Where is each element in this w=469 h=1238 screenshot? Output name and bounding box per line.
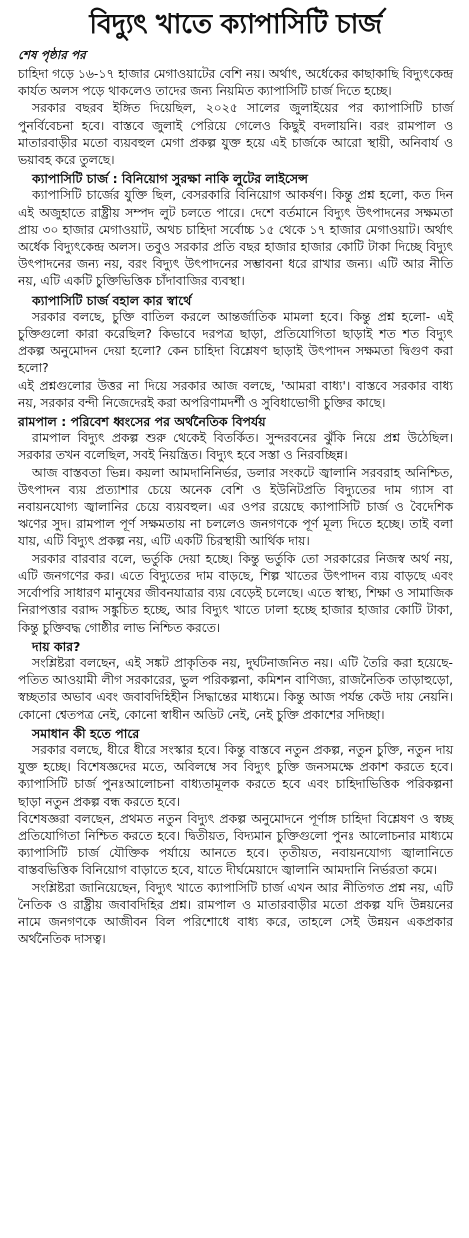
- section-heading-whose-interest: ক্যাপাসিটি চার্জ বহাল কার স্বার্থে: [32, 292, 192, 308]
- section-5-paragraph-3: সংশ্লিষ্টরা জানিয়েছেন, বিদ্যুৎ খাতে ক্যাপাসিটি চার্জ এখন আর নীতিগত প্রশ্ন নয়, এটি নৈতিক ও রাষ্ট্রীয় জবাবদিহির প্রশ্ন। রামপাল ও মাতারবাড়ীর মতো প্রকল্প যদি উন্নয়নের নামে জনগণকে আজীবন বিল পরিশোধে বাধ্য করে, তাহলে সেই উন্নয়ন একপ্রকার অর্থনৈতিক দাসত্ব।: [18, 880, 453, 947]
- section-3-paragraph-1: রামপাল বিদ্যুৎ প্রকল্প শুরু থেকেই বিতর্কিত। সুন্দরবনের ঝুঁকি নিয়ে প্রশ্ন উঠেছিল। সরকার তখন বলেছিল, সবই নিয়ন্ত্রিত। বিদ্যুৎ হবে সস্তা ও নিরবচ্ছিন্ন।: [18, 431, 453, 463]
- continued-label: শেষ পৃষ্ঠার পর: [18, 48, 86, 62]
- section-2-paragraph-1: সরকার বলছে, চুক্তি বাতিল করলে আন্তর্জাতিক মামলা হবে। কিন্তু প্রশ্ন হলো- এই চুক্তিগুলো কারা করেছিল? কিভাবে দরপত্র ছাড়া, প্রতিযোগিতা ছাড়াই শত শত বিদ্যুৎ প্রকল্প অনুমোদন দেয়া হলো? কেন চাহিদা বিশ্লেষণ ছাড়াই উৎপাদন সক্ষমতা দ্বিগুণ করা হলো?: [18, 309, 453, 376]
- intro-paragraph-1: চাহিদা গড়ে ১৬-১৭ হাজার মেগাওয়াটের বেশি নয়। অর্থাৎ, অর্ধেকের কাছাকাছি বিদ্যুৎকেন্দ্র কার্যত অলস পড়ে থাকলেও তাদের জন্য নিয়মিত ক্যাপাসিটি চার্জ দিতে হচ্ছে।: [18, 67, 453, 99]
- section-heading-rampal: রামপাল : পরিবেশ ধ্বংসের পর অর্থনৈতিক বিপর্যয়: [18, 414, 266, 430]
- section-2-paragraph-2: এই প্রশ্নগুলোর উত্তর না দিয়ে সরকার আজ বলছে, 'আমরা বাধ্য'। বাস্তবে সরকার বাধ্য নয়, সরকার বন্দী নিজেদেরই করা অপরিণামদর্শী ও সুবিধাভোগী চুক্তির কাছে।: [18, 378, 453, 410]
- headline: বিদ্যুৎ খাতে ক্যাপাসিটি চার্জ: [89, 9, 382, 40]
- section-heading-solution: সমাধান কী হতে পারে: [32, 725, 140, 741]
- section-heading-responsibility: দায় কার?: [32, 638, 81, 654]
- section-3-paragraph-2: আজ বাস্তবতা ভিন্ন। কয়লা আমদানিনির্ভর, ডলার সংকটে জ্বালানি সরবরাহ অনিশ্চিত, উৎপাদন ব্যয় প্রত্যাশার চেয়ে অনেক বেশি ও ইউনিটপ্রতি বিদ্যুতের দাম গ্যাস বা নবায়নযোগ্য জ্বালানির চেয়ে ব্যয়বহুল। এর ওপর রয়েছে ক্যাপাসিটি চার্জ ও বৈদেশিক ঋণের সুদ। রামপাল পূর্ণ সক্ষমতায় না চললেও জনগণকে পূর্ণ মূল্য দিতে হচ্ছে। তাই বলা যায়, এটি বিদ্যুৎ প্রকল্প নয়, এটি একটি চিরস্থায়ী আর্থিক দায়।: [18, 465, 453, 549]
- section-1-paragraph-1: ক্যাপাসিটি চার্জের যুক্তি ছিল, বেসরকারি বিনিয়োগ আকর্ষণ। কিন্তু প্রশ্ন হলো, কত দিন এই অজুহাতে রাষ্ট্রীয় সম্পদ লুট চলতে পারে। দেশে বর্তমানে বিদ্যুৎ উৎপাদনের সক্ষমতা প্রায় ৩০ হাজার মেগাওয়াট, অথচ চাহিদা সর্বোচ্চ ১৫ থেকে ১৭ হাজার মেগাওয়াট। অর্থাৎ অর্ধেক বিদ্যুৎকেন্দ্র অলস। তবুও সরকার প্রতি বছর হাজার হাজার কোটি টাকা দিচ্ছে বিদ্যুৎ উৎপাদনের জন্য নয়, বরং বিদ্যুৎ উৎপাদনের সম্ভাবনা ধরে রাখার জন্য। এটি আর নীতি নয়, এটি একটি চুক্তিভিত্তিক চাঁদাবাজির ব্যবস্থা।: [18, 188, 453, 289]
- section-4-paragraph-1: সংশ্লিষ্টরা বলছেন, এই সঙ্কট প্রাকৃতিক নয়, দুর্ঘটনাজনিত নয়। এটি তৈরি করা হয়েছে- পতিত আওয়ামী লীগ সরকারের, ভুল পরিকল্পনা, কমিশন বাণিজ্য, রাজনৈতিক তাড়াহুড়ো, স্বচ্ছতার অভাব এবং জবাবদিহিহীন সিদ্ধান্তের মাধ্যমে। কিন্তু আজ পর্যন্ত কেউ দায় নেয়নি। কোনো শ্বেতপত্র নেই, কোনো স্বাধীন অডিট নেই, নেই চুক্তি প্রকাশের সদিচ্ছা।: [18, 655, 453, 722]
- section-3-paragraph-3: সরকার বারবার বলে, ভর্তুকি দেয়া হচ্ছে। কিন্তু ভর্তুকি তো সরকারের নিজস্ব অর্থ নয়, এটি জনগণের কর। এতে বিদ্যুতের দাম বাড়ছে, শিল্প খাতের উৎপাদন ব্যয় বাড়ছে এবং সর্বোপরি সাধারণ মানুষের জীবনযাত্রার ব্যয় বেড়েই চলেছে। এতে স্বাস্থ্য, শিক্ষা ও সামাজিক নিরাপত্তার বরাদ্দ সঙ্কুচিত হচ্ছে, আর বিদ্যুৎ খাতে ঢালা হচ্ছে হাজার হাজার কোটি টাকা, কিন্তু চুক্তিবদ্ধ গোষ্ঠীর লাভ নিশ্চিত করতে।: [18, 551, 453, 635]
- section-5-paragraph-1: সরকার বলছে, ধীরে ধীরে সংস্কার হবে। কিন্তু বাস্তবে নতুন প্রকল্প, নতুন চুক্তি, নতুন দায় যুক্ত হচ্ছে। বিশেষজ্ঞদের মতে, অবিলম্বে সব বিদ্যুৎ চুক্তি জনসমক্ষে প্রকাশ করতে হবে। ক্যাপাসিটি চার্জ পুনঃআলোচনা বাধ্যতামূলক করতে হবে এবং চাহিদাভিত্তিক পরিকল্পনা ছাড়া নতুন প্রকল্প বন্ধ করতে হবে।: [18, 742, 453, 809]
- section-heading-capacity-charge: ক্যাপাসিটি চার্জ : বিনিয়োগ সুরক্ষা নাকি লুটের লাইসেন্স: [32, 171, 308, 187]
- intro-paragraph-2: সরকার বছরব ইঙ্গিত দিয়েছিল, ২০২৫ সালের জুলাইয়ের পর ক্যাপাসিটি চার্জ পুনর্বিবেচনা হবে। বাস্তবে জুলাই পেরিয়ে গেলেও কিছুই বদলায়নি। বরং রামপাল ও মাতারবাড়ীর মতো ব্যয়বহুল মেগা প্রকল্প যুক্ত হয়ে এই চার্জকে আরো স্থায়ী, অনিবার্য ও ভয়াবহ করে তুলছে।: [18, 101, 453, 168]
- section-5-paragraph-2: বিশেষজ্ঞরা বলছেন, প্রথমত নতুন বিদ্যুৎ প্রকল্প অনুমোদনে পূর্ণাঙ্গ চাহিদা বিশ্লেষণ ও স্বচ্ছ প্রতিযোগিতা নিশ্চিত করতে হবে। দ্বিতীয়ত, বিদ্যমান চুক্তিগুলো পুনঃ আলোচনার মাধ্যমে ক্যাপাসিটি চার্জ যৌক্তিক পর্যায়ে আনতে হবে। তৃতীয়ত, নবায়নযোগ্য জ্বালানিতে বাস্তবভিত্তিক বিনিয়োগ বাড়াতে হবে, যাতে দীর্ঘমেয়াদে জ্বালানি আমদানি নির্ভরতা কমে।: [18, 811, 453, 878]
